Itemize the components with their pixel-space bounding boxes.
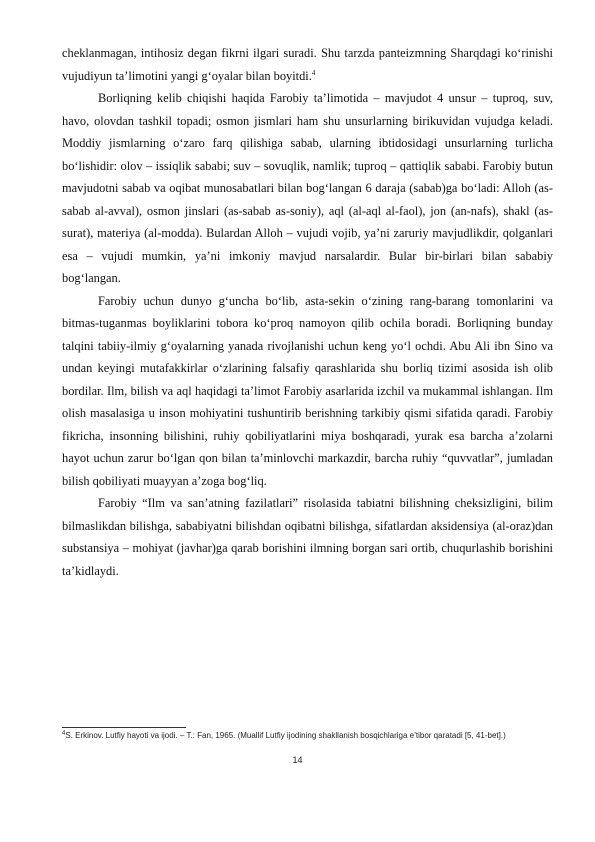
footnote xyxy=(62,730,552,742)
footnote-text: S. Erkinov. Lutfiy hayoti va ijodi. – T.: Fan, 1965. (Muallif Lutfiy ijodining shakllanish bosqichlariga e’tibor qaratadi [5, 41-bet].) xyxy=(65,731,506,740)
paragraph-1 xyxy=(62,42,553,87)
footnote-separator xyxy=(62,727,186,728)
body-text xyxy=(62,42,553,582)
paragraph-4: Farobiy “Ilm va san’atning fazilatlari” risolasida tabiatni bilishning cheksizligini, bilim bilmaslikdan bilishga, sababiyatni bilishdan oqibatni bilishga, sifatlardan aksidensiya (al-oraz)dan substansiya – mohiyat (javhar)ga qarab borishini ilmning borgan sari ortib, chuqurlashib borishini ta’kidlaydi. xyxy=(62,496,553,578)
paragraph-1-text: cheklanmagan, intihosiz degan fikrni ilgari suradi. Shu tarzda panteizmning Sharqdagi ko‘rinishi vujudiyun ta’limotini yangi g‘oyalar bilan boyitdi. xyxy=(62,46,553,83)
paragraph-3: Farobiy uchun dunyo g‘uncha bo‘lib, asta-sekin o‘zining rang-barang tomonlarini va bitmas-tuganmas boyliklarini tobora ko‘proq namoyon qilib ochila boradi. Borliqning bunday talqini tabiiy-ilmiy g‘oyalarning yanada rivojlanishi uchun keng yo‘l ochdi. Abu Ali ibn Sino va undan keyingi mutafakkirlar o‘zlarining falsafiy qarashlarida shu borliq tizimi asosida ish olib bordilar. Ilm, bilish va aql haqidagi ta’limot Farobiy asarlarida izchil va mukammal ishlangan. Ilm olish masalasiga u inson mohiyatini tushuntirib berishning tarkibiy qismi sifatida qaradi. Farobiy fikricha, insonning bilishini, ruhiy qobiliyatlarini miya boshqaradi, yurak esa barcha a’zolarni hayot uchun zarur bo‘lgan qon bilan ta’minlovchi markazdir, barcha ruhiy “quvvatlar”, jumladan bilish qobiliyati muayyan a’zoga bog‘liq. xyxy=(62,293,553,488)
paragraph-2: Borliqning kelib chiqishi haqida Farobiy ta’limotida – mavjudot 4 unsur – tuproq, suv, havo, olovdan tashkil topadi; osmon jismlari ham shu unsurlarning birikuvidan vujudga keladi. Moddiy jismlarning o‘zaro farq qilishiga sabab, ularning ibtidosidagi unsurlarning turlicha bo‘lishidir: olov – issiqlik sababi; suv – sovuqlik, namlik; tuproq – qattiqlik sababi. Farobiy butun mavjudotni sabab va oqibat munosabatlari bilan bog‘langan 6 daraja (sabab)ga bo‘ladi: Alloh (as-sabab al-avval), osmon jinslari (as-sabab as-soniy), aql (al-aql al-faol), jon (an-nafs), shakl (as-surat), materiya (al-modda). Bulardan Alloh – vujudi vojib, ya’ni zaruriy mavjudlikdir, qolganlari esa – vujudi mumkin, ya’ni imkoniy mavjud narsalardir. Bular bir-birlari bilan sababiy bog‘langan. xyxy=(62,91,553,285)
footnote-reference[interactable]: 4 xyxy=(311,68,316,77)
page-number: 14 xyxy=(292,755,303,765)
footnote-number: 4 xyxy=(62,730,66,737)
